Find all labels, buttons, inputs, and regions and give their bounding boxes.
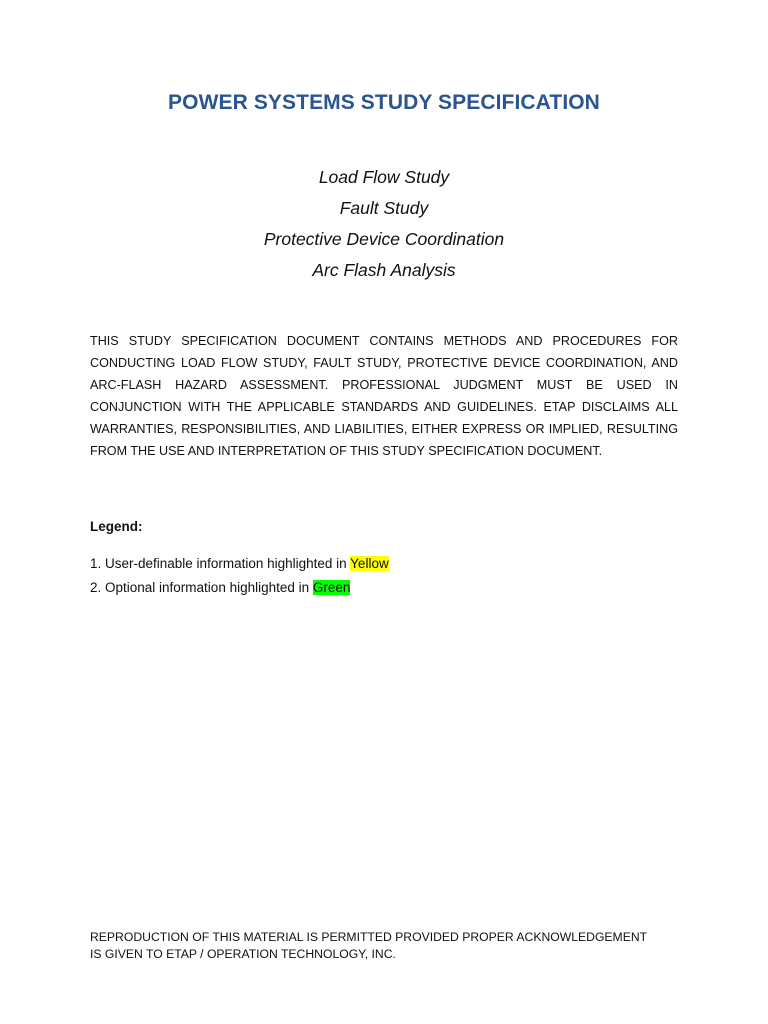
document-title: POWER SYSTEMS STUDY SPECIFICATION <box>168 91 600 114</box>
legend-heading: Legend: <box>90 519 143 534</box>
legend-list <box>90 552 389 600</box>
study-item-load-flow: Load Flow Study <box>318 167 450 187</box>
yellow-highlight: Yellow <box>350 556 389 571</box>
reproduction-notice-line-2: IS GIVEN TO ETAP / OPERATION TECHNOLOGY, INC. <box>90 947 396 961</box>
legend-item-yellow <box>90 552 389 576</box>
legend-item-text: 2. Optional information highlighted in <box>90 580 313 595</box>
reproduction-notice <box>90 929 690 963</box>
reproduction-notice-line-1: REPRODUCTION OF THIS MATERIAL IS PERMITTED PROVIDED PROPER ACKNOWLEDGEMENT <box>90 930 648 944</box>
study-list <box>0 162 768 286</box>
study-item-fault: Fault Study <box>339 198 429 218</box>
legend-item-green <box>90 576 389 600</box>
green-highlight: Green <box>312 580 351 595</box>
study-item-protective-device: Protective Device Coordination <box>263 229 505 249</box>
disclaimer-paragraph: THIS STUDY SPECIFICATION DOCUMENT CONTAINS METHODS AND PROCEDURES FOR CONDUCTING LOAD FLOW STUDY, FAULT STUDY, PROTECTIVE DEVICE COORDINATION, AND ARC-FLASH HAZARD ASSESSMENT. PROFESSIONAL JUDGMENT MUST BE USED IN CONJUNCTION WITH THE APPLICABLE STANDARDS AND GUIDELINES. ETAP DISCLAIMS ALL WARRANTIES, RESPONSIBILITIES, AND LIABILITIES, EITHER EXPRESS OR IMPLIED, RESULTING FROM THE USE AND INTERPRETATION OF THIS STUDY SPECIFICATION DOCUMENT. <box>90 334 678 458</box>
legend-item-text: 1. User-definable information highlighted in <box>90 556 351 571</box>
study-item-arc-flash: Arc Flash Analysis <box>312 260 456 280</box>
